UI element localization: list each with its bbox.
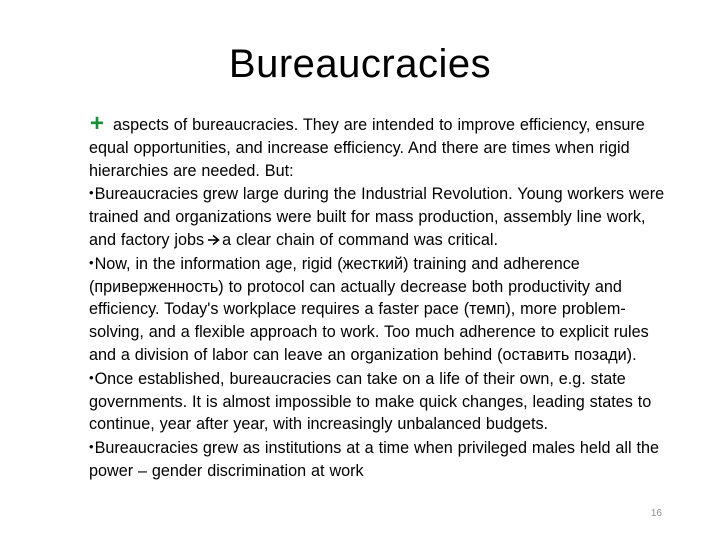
slide-title: Bureaucracies bbox=[228, 42, 492, 86]
bullet-marker: • bbox=[89, 254, 94, 270]
bullet-text: Bureaucracies grew as institutions at a time when privileged males held all the power – gender discrimination at work bbox=[89, 439, 660, 480]
bullet-text: Once established, bureaucracies can take on a life of their own, e.g. state governments. It is almost impossible to make quick changes, leading states to continue, year after year, with increasingly unbalanced budgets. bbox=[89, 369, 652, 434]
bullet-marker: • bbox=[89, 439, 94, 455]
arrow-right-icon bbox=[207, 234, 221, 246]
bullet-text-continued: a clear chain of command was critical. bbox=[222, 230, 498, 249]
intro-text: aspects of bureaucracies. They are intended to improve efficiency, ensure equal opportunities, and increase efficiency. And there are times when rigid hierarchies are needed. But: bbox=[89, 116, 645, 180]
intro-paragraph bbox=[89, 110, 674, 182]
bullet-item bbox=[89, 252, 674, 367]
bullet-marker: • bbox=[89, 369, 94, 385]
bullet-text: Bureaucracies grew large during the Industrial Revolution. Young workers were trained and organizations were built for mass production, assembly line work, and factory jobs bbox=[89, 185, 665, 249]
bullet-marker: • bbox=[89, 185, 94, 201]
plus-icon: + bbox=[90, 110, 105, 137]
bullet-text: Now, in the information age, rigid (жесткий) training and adherence (приверженность) to protocol can actually decrease both productivity and efficiency. Today's workplace requires a faster pace (темп), more problem-solving, and a flexible approach to work. Too much adherence to explicit rules and a division of labor can leave an organization behind (оставить позади). bbox=[89, 254, 649, 364]
slide-body bbox=[89, 110, 674, 483]
bullet-item bbox=[89, 436, 674, 483]
page-number: 16 bbox=[650, 508, 662, 519]
bullet-item bbox=[89, 182, 674, 251]
bullet-item bbox=[89, 367, 674, 436]
